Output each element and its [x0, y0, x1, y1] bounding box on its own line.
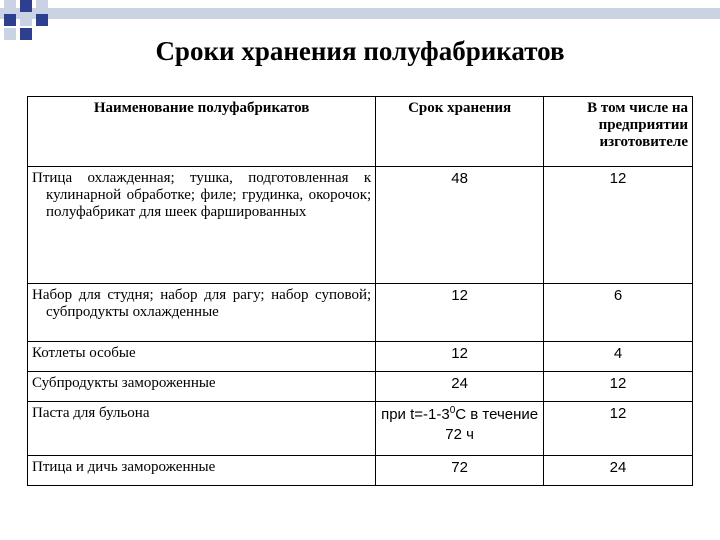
row-name: Котлеты особые [28, 342, 376, 372]
row-term: 12 [376, 342, 544, 372]
row-incl: 24 [544, 456, 693, 486]
row-term: 24 [376, 372, 544, 402]
storage-table [27, 96, 693, 486]
table-row [28, 456, 693, 486]
table-row [28, 402, 693, 456]
row-name: Птица и дичь замороженные [28, 456, 376, 486]
row-incl: 6 [544, 284, 693, 342]
decorative-square [36, 0, 48, 12]
row-term: 48 [376, 167, 544, 284]
table-row [28, 284, 693, 342]
decorative-square [4, 0, 16, 12]
row-incl: 12 [544, 372, 693, 402]
row-name: Субпродукты замороженные [28, 372, 376, 402]
table-row [28, 372, 693, 402]
table-row [28, 167, 693, 284]
decorative-square [4, 14, 16, 26]
decorative-square [20, 14, 32, 26]
decorative-bar [0, 8, 720, 19]
row-name: Птица охлажденная; тушка, подготовленная к кулинарной обработке; филе; грудинка, окорочок; полуфабрикат для шеек фаршированных [28, 167, 376, 284]
column-header-term: Срок хранения [376, 97, 544, 167]
row-term: 72 [376, 456, 544, 486]
page-title: Сроки хранения полуфабрикатов [155, 36, 565, 66]
row-incl: 4 [544, 342, 693, 372]
decorative-square [20, 0, 32, 12]
row-name: Набор для студня; набор для рагу; набор суповой; субпродукты охлажденные [28, 284, 376, 342]
column-header-incl: В том числе на предприятии изготовителе [544, 97, 693, 167]
row-incl: 12 [544, 402, 693, 456]
decorative-square [36, 14, 48, 26]
row-term: 12 [376, 284, 544, 342]
table-header-row [28, 97, 693, 167]
row-term: при $t=-1-3^0С$ в течение 72 ч [376, 402, 544, 456]
row-incl: 12 [544, 167, 693, 284]
column-header-name: Наименование полуфабрикатов [28, 97, 376, 167]
table-row [28, 342, 693, 372]
row-name: Паста для бульона [28, 402, 376, 456]
